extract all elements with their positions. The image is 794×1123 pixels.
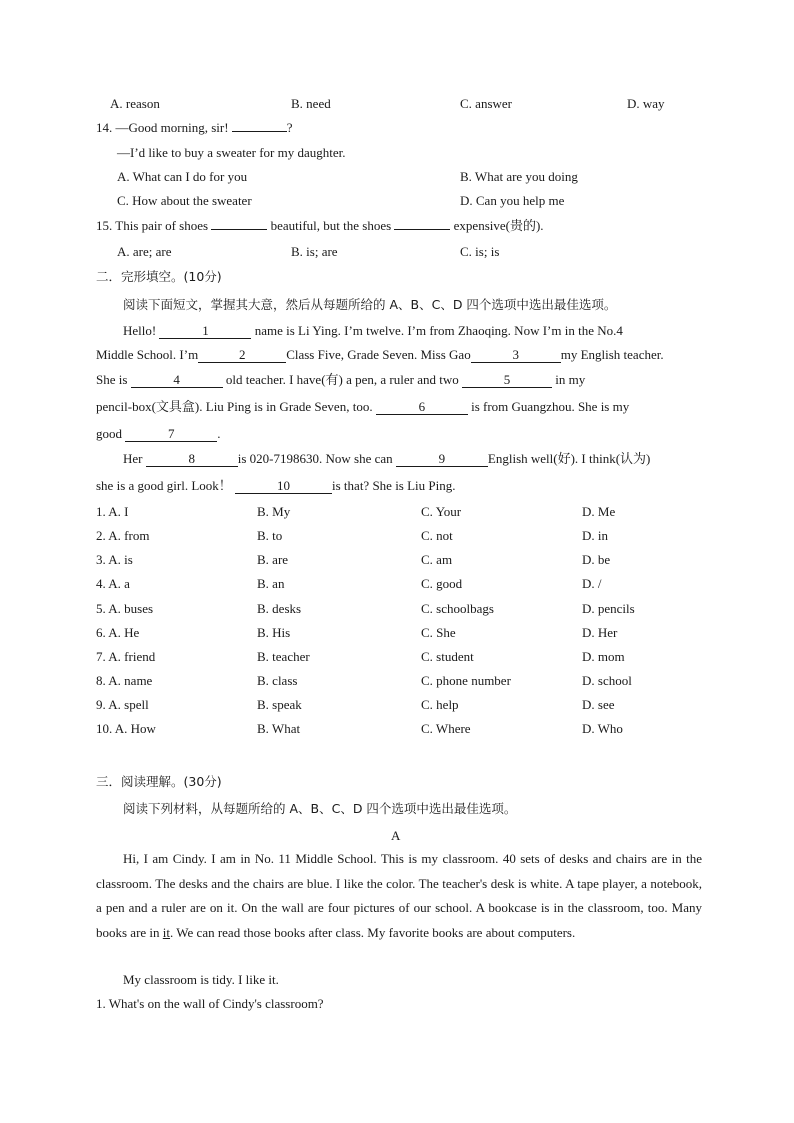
- cloze-q10-option-d: D. Who: [582, 721, 623, 736]
- cloze-blank-6: 6: [376, 400, 468, 415]
- cloze-q3-option-a: 3. A. is: [96, 552, 133, 567]
- cloze-q3-option-c: C. am: [421, 552, 453, 567]
- cloze-q10-option-a: 10. A. How: [96, 721, 156, 736]
- q14-blank: [232, 131, 287, 132]
- cloze-q4-option-d: D. /: [582, 576, 602, 591]
- cloze-q7-option-b: B. teacher: [257, 649, 310, 664]
- cloze-blank-2: 2: [198, 348, 286, 363]
- cloze-blank-10: 10: [235, 479, 332, 494]
- cloze-q4-option-a: 4. A. a: [96, 576, 130, 591]
- q13-option-c: C. answer: [460, 96, 512, 111]
- cloze-blank-3: 3: [471, 348, 561, 363]
- cloze-q7-option-a: 7. A. friend: [96, 649, 156, 664]
- cloze-q1-option-c: C. Your: [421, 504, 462, 519]
- cloze-blank-5: 5: [462, 373, 552, 388]
- cloze-q9-option-c: C. help: [421, 697, 459, 712]
- q15-option-a: A. are; are: [117, 244, 172, 259]
- cloze-q1-option-d: D. Me: [582, 504, 616, 519]
- q15-option-b: B. is; are: [291, 244, 338, 259]
- cloze-q6-option-a: 6. A. He: [96, 625, 140, 640]
- passage-paragraph-1: Hi, I am Cindy. I am in No. 11 Middle School. This is my classroom. 40 sets of desks and chairs are in the classroom. The desks and the chairs are blue. I like the color. The teacher's desk is white. A tape player, a notebook, a pen and a ruler are on it. On the wall are four pictures of our school. A bookcase is in the classroom, too. Many books are in it. We can read those books after class. My favorite books are about computers.: [96, 851, 702, 940]
- cloze-blank-8: 8: [146, 452, 238, 467]
- section2-title: 二．完形填空。(10分): [96, 269, 222, 284]
- q14-reply: —I’d like to buy a sweater for my daughter.: [117, 145, 346, 160]
- q15-blank-2: [394, 229, 450, 230]
- section2-instruction: 阅读下面短文，掌握其大意，然后从每题所给的 A、B、C、D 四个选项中选出最佳选项。: [123, 297, 617, 312]
- passage-label: A: [391, 828, 401, 843]
- cloze-q9-option-d: D. see: [582, 697, 615, 712]
- q15-stem: 15. This pair of shoes beautiful, but the shoes expensive(贵的).: [96, 218, 544, 233]
- cloze-blank-9: 9: [396, 452, 488, 467]
- cloze-q7-option-c: C. student: [421, 649, 474, 664]
- reading-question-1: 1. What's on the wall of Cindy's classroom?: [96, 996, 324, 1011]
- cloze-q6-option-d: D. Her: [582, 625, 618, 640]
- q14-stem: 14. —Good morning, sir! ?: [96, 120, 293, 135]
- cloze-q8-option-c: C. phone number: [421, 673, 511, 688]
- cloze-q3-option-b: B. are: [257, 552, 289, 567]
- cloze-q5-option-a: 5. A. buses: [96, 601, 154, 616]
- cloze-line-6: Her 8 is 020-7198630. Now she can 9 English well(好). I think(认为): [123, 451, 651, 466]
- q13-option-b: B. need: [291, 96, 331, 111]
- cloze-q5-option-b: B. desks: [257, 601, 302, 616]
- cloze-q5-option-d: D. pencils: [582, 601, 635, 616]
- q14-option-c: C. How about the sweater: [117, 193, 252, 208]
- q15-option-c: C. is; is: [460, 244, 500, 259]
- q15-blank-1: [211, 229, 267, 230]
- cloze-line-7: she is a good girl. Look！ 10 is that? She is Liu Ping.: [96, 478, 456, 493]
- cloze-blank-1: 1: [159, 324, 251, 339]
- cloze-blank-7: 7: [125, 427, 217, 442]
- passage-paragraph-2: My classroom is tidy. I like it.: [123, 972, 279, 987]
- cloze-blank-4: 4: [131, 373, 223, 388]
- cloze-q7-option-d: D. mom: [582, 649, 625, 664]
- cloze-q2-option-c: C. not: [421, 528, 453, 543]
- cloze-line-4: pencil-box(文具盒). Liu Ping is in Grade Seven, too. 6 is from Guangzhou. She is my: [96, 399, 630, 414]
- cloze-q6-option-b: B. His: [257, 625, 291, 640]
- cloze-q2-option-a: 2. A. from: [96, 528, 150, 543]
- cloze-q5-option-c: C. schoolbags: [421, 601, 494, 616]
- q14-option-d: D. Can you help me: [460, 193, 565, 208]
- cloze-line-1: Hello! 1 name is Li Ying. I’m twelve. I’m from Zhaoqing. Now I’m in the No.4: [123, 323, 623, 338]
- q14-option-a: A. What can I do for you: [117, 169, 248, 184]
- cloze-q6-option-c: C. She: [421, 625, 456, 640]
- cloze-q3-option-d: D. be: [582, 552, 611, 567]
- cloze-q8-option-d: D. school: [582, 673, 632, 688]
- cloze-q1-option-a: 1. A. I: [96, 504, 129, 519]
- cloze-q2-option-b: B. to: [257, 528, 283, 543]
- cloze-q10-option-b: B. What: [257, 721, 301, 736]
- cloze-line-5: good 7 .: [96, 426, 221, 441]
- cloze-q8-option-b: B. class: [257, 673, 298, 688]
- cloze-q4-option-b: B. an: [257, 576, 285, 591]
- cloze-q1-option-b: B. My: [257, 504, 291, 519]
- section3-instruction: 阅读下列材料，从每题所给的 A、B、C、D 四个选项中选出最佳选项。: [123, 801, 517, 816]
- cloze-q8-option-a: 8. A. name: [96, 673, 153, 688]
- cloze-line-2: Middle School. I’m 2 Class Five, Grade Seven. Miss Gao 3 my English teacher.: [96, 347, 664, 362]
- cloze-q4-option-c: C. good: [421, 576, 463, 591]
- cloze-q10-option-c: C. Where: [421, 721, 471, 736]
- cloze-q9-option-b: B. speak: [257, 697, 302, 712]
- q14-option-b: B. What are you doing: [460, 169, 578, 184]
- q13-option-d: D. way: [627, 96, 665, 111]
- cloze-q9-option-a: 9. A. spell: [96, 697, 149, 712]
- section3-title: 三．阅读理解。(30分): [96, 774, 222, 789]
- q13-option-a: A. reason: [110, 96, 160, 111]
- cloze-q2-option-d: D. in: [582, 528, 608, 543]
- cloze-line-3: She is 4 old teacher. I have(有) a pen, a ruler and two 5 in my: [96, 372, 586, 387]
